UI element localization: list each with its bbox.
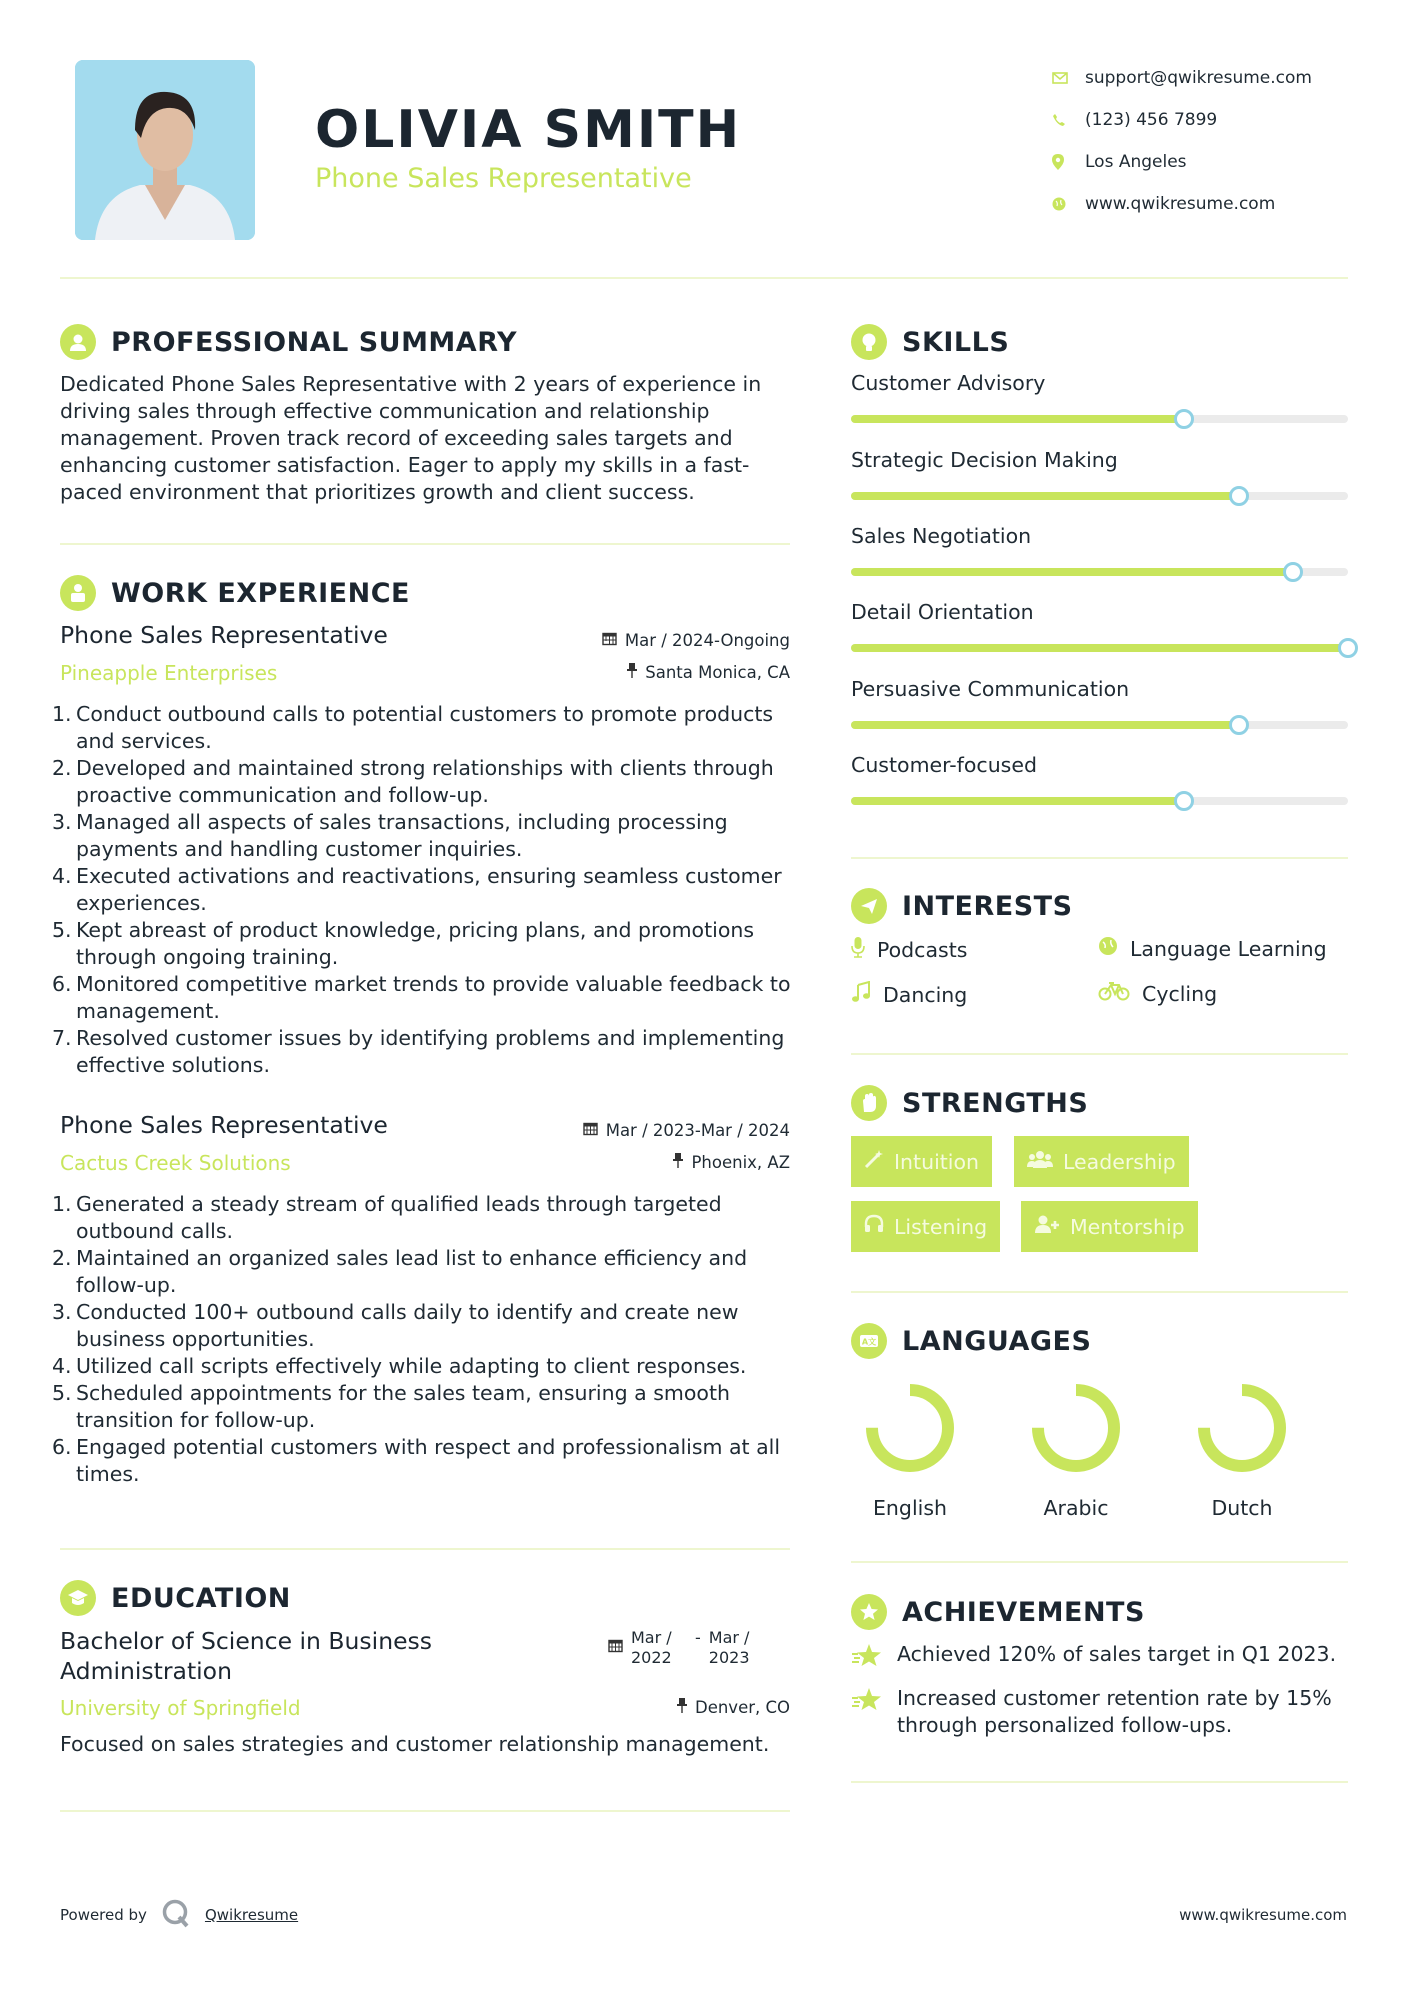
strength-tag: Listening — [851, 1201, 1000, 1252]
language-ring — [1192, 1378, 1292, 1478]
candidate-title: Phone Sales Representative — [315, 163, 692, 194]
summary-text: Dedicated Phone Sales Representative with 2 years of experience in driving sales through effective communication and relationship management. Proven track record of exceeding sales targets and enhancing customer satisfaction. Eager to apply my skills in a fast-paced environment that prioritizes growth and client success. — [60, 372, 762, 504]
section-divider — [851, 1561, 1348, 1563]
skill-bar — [851, 721, 1348, 729]
degree-title: Bachelor of Science in Business Administration — [60, 1627, 433, 1685]
lightbulb-icon — [851, 324, 887, 360]
briefcase-user-icon — [60, 575, 96, 611]
list-item: 5. Scheduled appointments for the sales team, ensuring a smooth transition for follow-up. — [52, 1381, 730, 1432]
skill-bar — [851, 492, 1348, 500]
contact-location — [1050, 141, 1370, 183]
strengths-heading: STRENGTHS — [851, 1085, 1088, 1121]
list-item: 1. Conduct outbound calls to potential customers to promote products and services. — [52, 702, 774, 753]
paper-plane-icon — [851, 888, 887, 924]
job-1-dates: Mar / 2024-Ongoing — [602, 631, 790, 650]
skill-item: Persuasive Communication — [851, 677, 1348, 701]
skills-heading: SKILLS — [851, 324, 1009, 360]
list-item: 2. Maintained an organized sales lead list to enhance efficiency and follow-up. — [52, 1246, 748, 1297]
music-note-icon — [851, 981, 871, 1008]
skill-bar-knob — [1229, 486, 1249, 506]
education-heading: EDUCATION — [60, 1580, 291, 1616]
star-icon — [851, 1643, 883, 1674]
skill-bar-fill — [851, 415, 1184, 423]
skill-bar-knob — [1174, 409, 1194, 429]
section-divider — [60, 543, 790, 545]
interest-item: Language Learning — [1098, 936, 1327, 961]
job-2-location: Phoenix, AZ — [673, 1153, 790, 1172]
phone-icon — [1050, 113, 1085, 127]
education-location: Denver, CO — [677, 1698, 790, 1717]
skill-bar-fill — [851, 644, 1348, 652]
magic-wand-icon — [864, 1149, 884, 1174]
list-item: 3. Managed all aspects of sales transactions, including processing payments and handling customer inquiries. — [52, 810, 728, 861]
list-item: 1. Generated a steady stream of qualified leads through targeted outbound calls. — [52, 1192, 722, 1243]
contact-location-text: Los Angeles — [1085, 152, 1187, 172]
skill-bar-fill — [851, 568, 1293, 576]
education-dates: Mar / 2022 - Mar / 2023 — [608, 1628, 761, 1668]
summary-heading: PROFESSIONAL SUMMARY — [60, 324, 517, 360]
list-item: 4. Executed activations and reactivations, ensuring seamless customer experiences. — [52, 864, 782, 915]
interests-heading: INTERESTS — [851, 888, 1073, 924]
skill-bar-knob — [1283, 562, 1303, 582]
globe-icon — [1098, 936, 1118, 961]
pushpin-icon — [677, 1698, 687, 1717]
calendar-icon — [602, 631, 617, 650]
skill-bar-knob — [1229, 715, 1249, 735]
skill-item: Customer Advisory — [851, 371, 1348, 395]
list-item: 6. Monitored competitive market trends to provide valuable feedback to management. — [52, 972, 791, 1023]
skill-item: Sales Negotiation — [851, 524, 1348, 548]
achievement-item: Achieved 120% of sales target in Q1 2023. — [851, 1641, 1348, 1674]
footer-url[interactable]: www.qwikresume.com — [1179, 1906, 1347, 1924]
section-divider — [60, 1548, 790, 1550]
list-item: 7. Resolved customer issues by identifying problems and implementing effective solutions. — [52, 1026, 785, 1077]
interest-item: Podcasts — [851, 936, 967, 963]
contact-website-text: www.qwikresume.com — [1085, 194, 1276, 214]
skill-bar-fill — [851, 797, 1184, 805]
skill-item: Strategic Decision Making — [851, 448, 1348, 472]
job-1-company: Pineapple Enterprises — [60, 661, 278, 685]
job-1-duties — [52, 701, 792, 1079]
contact-list — [1050, 57, 1370, 225]
candidate-name: OLIVIA SMITH — [315, 100, 742, 160]
language-ring — [1026, 1378, 1126, 1478]
education-description: Focused on sales strategies and customer relationship management. — [60, 1732, 770, 1756]
job-2-duties — [52, 1191, 792, 1488]
language-item: Dutch — [1177, 1378, 1307, 1520]
section-divider — [851, 857, 1348, 859]
experience-heading: WORK EXPERIENCE — [60, 575, 410, 611]
star-badge-icon — [851, 1594, 887, 1630]
qwikresume-logo-icon — [161, 1898, 191, 1932]
skill-bar — [851, 568, 1348, 576]
headphones-icon — [864, 1214, 884, 1239]
language-item: Arabic — [1011, 1378, 1141, 1520]
contact-email[interactable] — [1050, 57, 1370, 99]
skill-bar-knob — [1174, 791, 1194, 811]
globe-icon — [1050, 197, 1085, 211]
skill-bar-knob — [1338, 638, 1358, 658]
job-1-title: Phone Sales Representative — [60, 621, 388, 649]
skill-item: Detail Orientation — [851, 600, 1348, 624]
section-divider — [851, 1291, 1348, 1293]
header-divider — [60, 277, 1348, 279]
skill-bar — [851, 797, 1348, 805]
calendar-icon — [608, 1638, 623, 1657]
skill-item: Customer-focused — [851, 753, 1348, 777]
job-2-company: Cactus Creek Solutions — [60, 1151, 291, 1175]
user-plus-icon — [1034, 1214, 1060, 1239]
strength-tag: Mentorship — [1021, 1201, 1198, 1252]
school-name: University of Springfield — [60, 1696, 301, 1720]
contact-website[interactable] — [1050, 183, 1370, 225]
list-item: 3. Conducted 100+ outbound calls daily to identify and create new business opportunities. — [52, 1300, 739, 1351]
job-2-title: Phone Sales Representative — [60, 1111, 388, 1139]
section-divider — [851, 1781, 1348, 1783]
strength-tag: Leadership — [1014, 1136, 1189, 1187]
job-1-location: Santa Monica, CA — [627, 663, 790, 682]
interest-item: Dancing — [851, 981, 967, 1008]
envelope-icon — [1050, 72, 1085, 84]
footer-powered-by: Powered by Qwikresume — [60, 1898, 298, 1932]
strength-tag: Intuition — [851, 1136, 992, 1187]
svg-text:A文: A文 — [861, 1337, 877, 1347]
pushpin-icon — [673, 1153, 683, 1172]
achievements-heading: ACHIEVEMENTS — [851, 1594, 1145, 1630]
user-icon — [60, 324, 96, 360]
section-divider — [851, 1053, 1348, 1055]
microphone-icon — [851, 936, 865, 963]
skill-bar — [851, 415, 1348, 423]
users-icon — [1027, 1149, 1053, 1174]
language-ring — [860, 1378, 960, 1478]
interest-item: Cycling — [1098, 981, 1217, 1006]
star-icon — [851, 1687, 883, 1739]
contact-phone-text: (123) 456 7899 — [1085, 110, 1218, 130]
achievement-item: Increased customer retention rate by 15% through personalized follow-ups. — [851, 1685, 1348, 1739]
skill-bar-fill — [851, 492, 1239, 500]
list-item: 4. Utilized call scripts effectively while adapting to client responses. — [52, 1354, 747, 1378]
calendar-icon — [583, 1121, 598, 1140]
languages-heading: A文 LANGUAGES — [851, 1323, 1091, 1359]
list-item: 5. Kept abreast of product knowledge, pricing plans, and promotions through ongoing training. — [52, 918, 755, 969]
pushpin-icon — [627, 663, 637, 682]
skill-bar — [851, 644, 1348, 652]
skill-bar-fill — [851, 721, 1239, 729]
hand-icon — [851, 1085, 887, 1121]
contact-email-text: support@qwikresume.com — [1085, 68, 1312, 88]
profile-photo — [75, 60, 255, 240]
contact-phone[interactable] — [1050, 99, 1370, 141]
map-pin-icon — [1050, 154, 1085, 170]
bicycle-icon — [1098, 981, 1130, 1006]
section-divider — [60, 1810, 790, 1812]
list-item: 2. Developed and maintained strong relationships with clients through proactive communication and follow-up. — [52, 756, 774, 807]
graduation-icon — [60, 1580, 96, 1616]
translate-icon — [851, 1323, 887, 1359]
qwikresume-link[interactable]: Qwikresume — [204, 1906, 299, 1924]
list-item: 6. Engaged potential customers with respect and professionalism at all times. — [52, 1435, 781, 1486]
language-item: English — [845, 1378, 975, 1520]
job-2-dates: Mar / 2023-Mar / 2024 — [583, 1121, 790, 1140]
